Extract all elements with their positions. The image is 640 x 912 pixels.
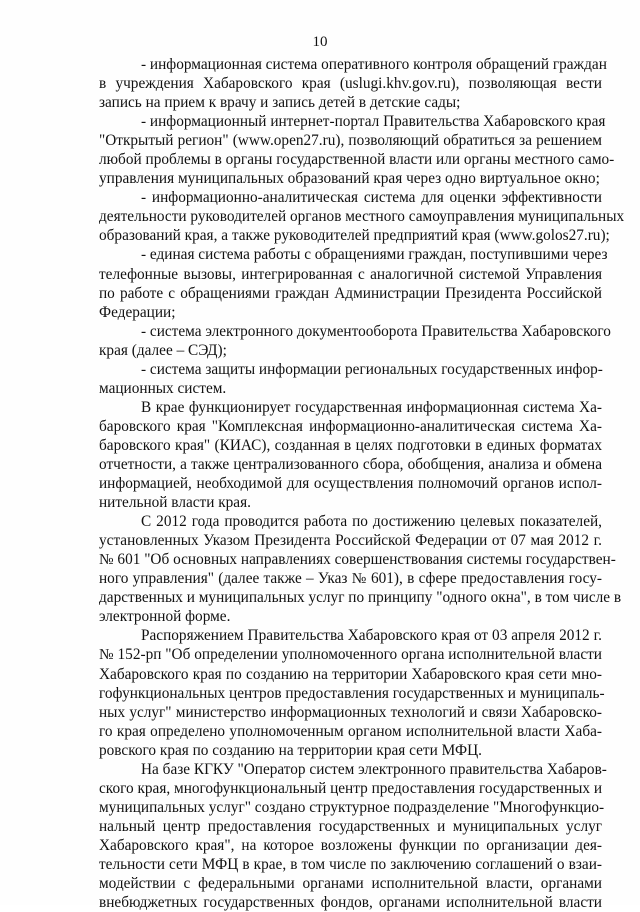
text-line: - система электронного документооборота Правительства Хабаровского (141, 322, 611, 340)
text-line: - информационная система оперативного контроля обращений граждан (141, 56, 607, 73)
paragraph (99, 360, 602, 398)
text-line: дарственных и муниципальных услуг по принципу "одного окна", в том числе в (99, 589, 622, 607)
paragraph (99, 322, 611, 360)
text-line: края (далее – СЭД); (99, 341, 227, 359)
text-line: баровского края "Комплексная информационно-аналитическая система Ха- (99, 417, 602, 435)
text-line: На базе КГКУ "Оператор систем электронного правительства Хабаров- (141, 760, 607, 778)
text-line: - единая система работы с обращениями граждан, поступившими через (141, 246, 608, 264)
page-number: 10 (312, 34, 328, 50)
text-line: тельности сети МФЦ в крае, в том числе по заключению соглашений о взаи- (99, 855, 602, 873)
text-line: Распоряжением Правительства Хабаровского края от 03 апреля 2012 г. (141, 627, 602, 645)
paragraph (99, 512, 622, 626)
text-line: установленных Указом Президента Российской Федерации от 07 мая 2012 г. (99, 532, 602, 550)
paragraph (99, 245, 608, 321)
text-line: баровского края" (КИАС), созданная в целях подготовки в единых форматах (99, 436, 602, 454)
text-line: отчетности, а также централизованного сбора, обобщения, анализа и обмена (99, 455, 602, 473)
text-line: ного управления" (далее также – Указ № 601), в сфере предоставления госу- (99, 570, 602, 588)
text-line: - информационно-аналитическая система для оценки эффективности (141, 189, 602, 207)
text-line: деятельности руководителей органов местного самоуправления муниципальных (99, 208, 625, 226)
text-line: № 152-рп "Об определении уполномоченного органа исполнительной власти (99, 646, 602, 664)
text-line: мационных систем. (99, 379, 227, 397)
text-line: телефонные вызовы, интегрированная с аналогичной системой Управления (99, 265, 602, 283)
paragraph (99, 760, 607, 912)
text-line: управления муниципальных образований края через одно виртуальное окно; (99, 170, 600, 188)
text-line: нальный центр предоставления государственных и муниципальных услуг (99, 817, 602, 835)
text-line: Хабаровского края по созданию на территории Хабаровского края сети мно- (99, 665, 602, 683)
text-line: в учреждения Хабаровского края (uslugi.khv.gov.ru), позволяющая вести (99, 75, 602, 93)
paragraph (99, 188, 625, 245)
paragraph (99, 626, 605, 759)
text-line: - информационный интернет-портал Правительства Хабаровского края (141, 113, 606, 131)
text-line: № 601 "Об основных направлениях совершенствования системы государствен- (99, 551, 616, 569)
paragraph (99, 112, 615, 188)
text-line: - система защиты информации региональных государственных инфор- (141, 360, 603, 378)
text-line: образований края, а также руководителей предприятий края (www.golos27.ru); (99, 227, 610, 245)
text-line: электронной форме. (99, 608, 231, 626)
paragraph (99, 398, 602, 512)
text-line: Федерации; (99, 303, 176, 321)
document-body (99, 55, 625, 912)
text-line: В крае функционирует государственная информационная система Ха- (141, 398, 602, 416)
text-line: муниципальных услуг" создано структурное подразделение "Многофункцио- (99, 798, 605, 816)
text-line: любой проблемы в органы государственной власти или органы местного само- (99, 151, 615, 169)
text-line: го края определено уполномоченным органом исполнительной власти Хаба- (99, 722, 602, 740)
text-line: "Открытый регион" (www.open27.ru), позволяющий обратиться за решением (99, 132, 602, 150)
text-line: внебюджетных государственных фондов, органами исполнительной власти (99, 894, 602, 912)
text-line: нительной власти края. (99, 494, 251, 512)
text-line: Хабаровского края", на которое возложены функции по организации дея- (99, 836, 602, 854)
text-line: модействии с федеральными органами исполнительной власти, органами (99, 875, 602, 893)
text-line: ных услуг" министерство информационных технологий и связи Хабаровско- (99, 703, 602, 721)
text-line: по работе с обращениями граждан Администрации Президента Российской (99, 284, 602, 302)
paragraph (99, 55, 607, 112)
text-line: С 2012 года проводится работа по достижению целевых показателей, (141, 513, 602, 531)
text-line: ровского края по созданию на территории края сети МФЦ. (99, 741, 482, 759)
text-line: гофункциональных центров предоставления государственных и муниципаль- (99, 684, 605, 702)
text-line: запись на прием к врачу и запись детей в детские сады; (99, 94, 461, 112)
text-line: информацией, необходимой для осуществления полномочий органов испол- (99, 475, 602, 493)
text-line: ского края, многофункциональный центр предоставления государственных и (99, 779, 603, 797)
